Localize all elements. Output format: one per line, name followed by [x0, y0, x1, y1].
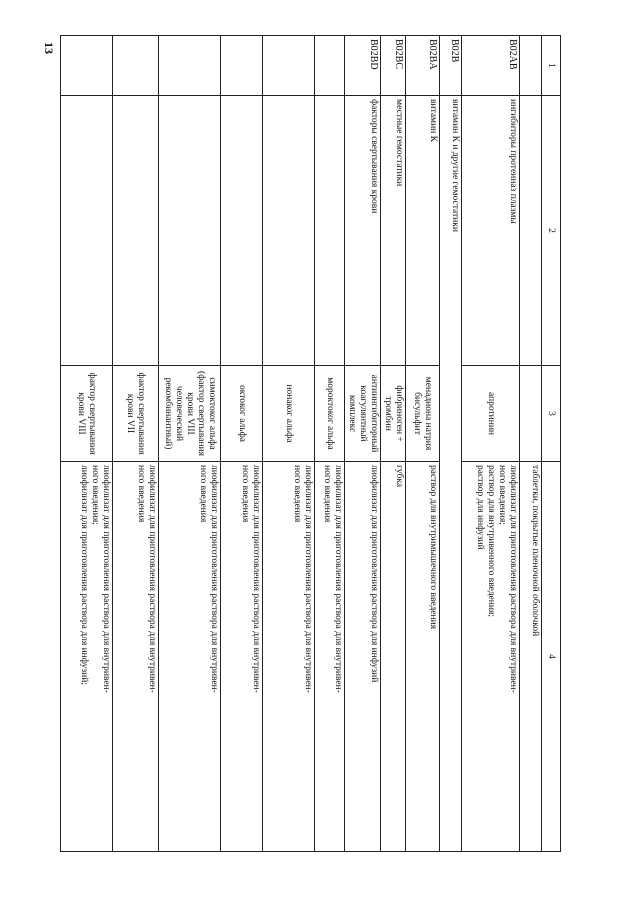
dosage-form-line: лиофилизат для приготовления раствора для внутривен-	[333, 465, 343, 693]
dosage-form-line: лиофилизат для приготовления раствора для инфузий	[369, 465, 379, 683]
group-cell	[221, 96, 263, 366]
atc-code-cell: B02BD	[345, 36, 381, 96]
dosage-form-cell	[159, 462, 221, 852]
dosage-form-line: ного введения	[322, 465, 332, 523]
dosage-form-cell	[520, 462, 542, 852]
drug-table	[60, 35, 561, 852]
table-row	[520, 36, 542, 852]
table-row	[440, 36, 462, 852]
atc-code-cell: B02AB	[462, 36, 520, 96]
group-cell: ингибиторы протеиназ плазмы	[462, 96, 520, 366]
group-cell	[263, 96, 315, 366]
table-row	[263, 36, 315, 852]
header-row	[542, 36, 561, 852]
drug-name-cell: фактор свертывания крови VII	[113, 366, 159, 462]
rotated-document-page	[76, 35, 561, 851]
dosage-form-cell	[221, 462, 263, 852]
dosage-form-cell	[345, 462, 381, 852]
group-cell	[315, 96, 345, 366]
dosage-form-line: ного введения;	[497, 465, 507, 525]
table-row	[61, 36, 113, 852]
drug-name-cell: мороктоког альфа	[315, 366, 345, 462]
dosage-form-line: лиофилизат для приготовления раствора для внутривен-	[147, 465, 157, 693]
dosage-form-line: таблетки, покрытые пленочной оболочкой	[530, 465, 540, 637]
atc-code-cell	[221, 36, 263, 96]
drug-name-cell: менадиона натрия бисульфит	[406, 366, 440, 462]
dosage-form-line: лиофилизат для приготовления раствора для инфузий;	[79, 465, 89, 685]
dosage-form-cell	[462, 462, 520, 852]
dosage-form-cell	[440, 462, 462, 852]
table-row	[406, 36, 440, 852]
dosage-form-line: ного введения;	[90, 465, 100, 525]
header-cell: 4	[542, 462, 561, 852]
dosage-form-line: лиофилизат для приготовления раствора для внутривен-	[303, 465, 313, 693]
drug-name-cell: фибриноген + тромбин	[381, 366, 406, 462]
dosage-form-cell	[113, 462, 159, 852]
header-cell: 2	[542, 96, 561, 366]
dosage-form-line: ного введения	[136, 465, 146, 523]
atc-code-cell	[159, 36, 221, 96]
atc-code-cell: B02B	[440, 36, 462, 96]
dosage-form-cell	[263, 462, 315, 852]
atc-code-cell	[520, 36, 542, 96]
group-cell: витамин К и другие гемостатики	[440, 96, 462, 366]
group-cell: витамин К	[406, 96, 440, 366]
atc-code-cell	[263, 36, 315, 96]
group-cell: местные гемостатики	[381, 96, 406, 366]
dosage-form-line: лиофилизат для приготовления раствора для внутривен-	[101, 465, 111, 693]
dosage-form-cell	[61, 462, 113, 852]
header-cell: 3	[542, 366, 561, 462]
dosage-form-line: лиофилизат для приготовления раствора для внутривен-	[251, 465, 261, 693]
dosage-form-line: раствор для внутримышечного введения	[428, 465, 438, 630]
dosage-form-line: ного введения	[198, 465, 208, 523]
group-cell	[520, 96, 542, 366]
dosage-form-line: раствор для внутривенного введения;	[486, 465, 496, 617]
atc-code-cell	[315, 36, 345, 96]
dosage-form-line: лиофилизат для приготовления раствора для внутривен-	[209, 465, 219, 693]
page-number: 13	[42, 42, 56, 54]
table-row	[221, 36, 263, 852]
atc-code-cell	[113, 36, 159, 96]
atc-code-cell: B02BA	[406, 36, 440, 96]
header-cell: 1	[542, 36, 561, 96]
dosage-form-line: губка	[394, 465, 404, 488]
table-row	[159, 36, 221, 852]
table-row	[315, 36, 345, 852]
drug-name-cell: октоког альфа	[221, 366, 263, 462]
dosage-form-cell	[315, 462, 345, 852]
dosage-form-line: раствор для инфузий	[475, 465, 485, 550]
drug-name-cell: симоктоког альфа (фактор свертывания крови VIII человеческий рекомбинантный)	[159, 366, 221, 462]
drug-name-cell: апротинин	[462, 366, 520, 462]
group-cell	[159, 96, 221, 366]
drug-name-cell: антиингибиторный коагулянтный комплекс	[345, 366, 381, 462]
drug-name-cell: нонаког альфа	[263, 366, 315, 462]
group-cell	[61, 96, 113, 366]
drug-name-cell	[520, 366, 542, 462]
table-row	[345, 36, 381, 852]
dosage-form-line: лиофилизат для приготовления раствора для внутривен-	[508, 465, 518, 693]
table-row	[113, 36, 159, 852]
dosage-form-line: ного введения	[240, 465, 250, 523]
table-row	[462, 36, 520, 852]
dosage-form-line: ного введения	[292, 465, 302, 523]
drug-name-cell: фактор свертывания крови VIII	[61, 366, 113, 462]
group-cell	[113, 96, 159, 366]
atc-code-cell	[61, 36, 113, 96]
group-cell: факторы свертывания крови	[345, 96, 381, 366]
table-row	[381, 36, 406, 852]
dosage-form-cell	[406, 462, 440, 852]
drug-name-cell	[440, 366, 462, 462]
atc-code-cell: B02BC	[381, 36, 406, 96]
dosage-form-cell	[381, 462, 406, 852]
